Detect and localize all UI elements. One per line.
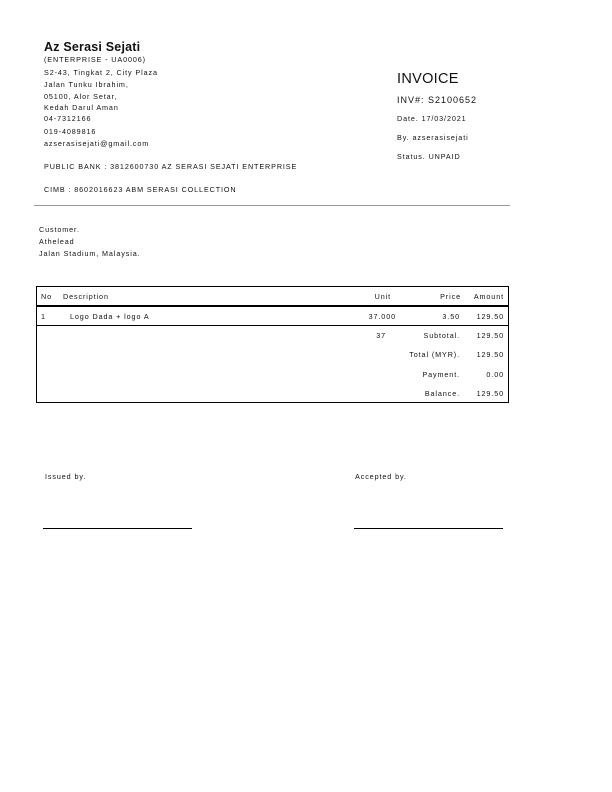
company-address-line-1: S2-43, Tingkat 2, City Plaza: [44, 67, 158, 77]
table-row-description: Logo Dada + logo A: [70, 312, 150, 321]
table-row-amount: 129.50: [476, 312, 504, 321]
balance-value: 129.50: [476, 389, 504, 398]
table-row-no: 1: [41, 312, 46, 321]
bank-account-cimb: CIMB : 8602016623 ABM SERASI COLLECTION: [44, 185, 237, 194]
table-row-unit: 37.000: [368, 312, 396, 321]
company-name: Az Serasi Sejati: [44, 40, 141, 54]
col-header-description: Description: [63, 292, 109, 301]
col-header-no: No: [41, 292, 52, 301]
item-rule: [37, 325, 508, 326]
accepted-by-label: Accepted by.: [355, 472, 407, 481]
accepted-by-signature-line: [354, 528, 503, 529]
company-phone-1: 04-7312166: [44, 114, 92, 123]
table-row-price: 3.50: [442, 312, 460, 321]
header-rule: [37, 305, 508, 307]
issued-by-label: Issued by.: [45, 472, 87, 481]
issued-by-signature-line: [43, 528, 192, 529]
company-address-line-2: Jalan Tunku Ibrahim,: [44, 80, 129, 89]
total-value: 129.50: [476, 350, 504, 359]
payment-value: 0.00: [486, 370, 504, 379]
col-header-price: Price: [440, 292, 461, 301]
customer-address: Jalan Stadium, Malaysia.: [39, 249, 141, 258]
header-divider: [34, 205, 510, 206]
balance-label: Balance.: [424, 389, 460, 398]
invoice-status: Status. UNPAID: [397, 152, 461, 161]
payment-label: Payment.: [422, 370, 460, 379]
company-address-line-4: Kedah Darul Aman: [44, 102, 119, 112]
customer-label: Customer.: [39, 225, 80, 234]
invoice-date: Date. 17/03/2021: [397, 114, 467, 123]
invoice-issuer: By. azserasisejati: [397, 133, 469, 142]
subtotal-label: Subtotal.: [423, 331, 460, 340]
bank-account-public: PUBLIC BANK : 3812600730 AZ SERASI SEJATI ENTERPRISE: [44, 162, 298, 171]
col-header-unit: Unit: [374, 292, 391, 301]
invoice-number: INV#: S2100652: [397, 95, 478, 105]
total-units: 37: [376, 331, 386, 340]
company-address-line-3: 05100, Alor Setar,: [44, 92, 118, 101]
total-label: Total (MYR).: [409, 350, 460, 359]
company-email: azserasisejati@gmail.com: [44, 139, 150, 148]
company-registration: (ENTERPRISE - UA0006): [44, 55, 146, 64]
items-table: [36, 286, 509, 403]
invoice-title: INVOICE: [397, 71, 459, 87]
col-header-amount: Amount: [473, 292, 504, 301]
subtotal-value: 129.50: [476, 331, 504, 340]
customer-name: Athelead: [39, 237, 75, 246]
company-phone-2: 019-4089816: [44, 126, 97, 136]
